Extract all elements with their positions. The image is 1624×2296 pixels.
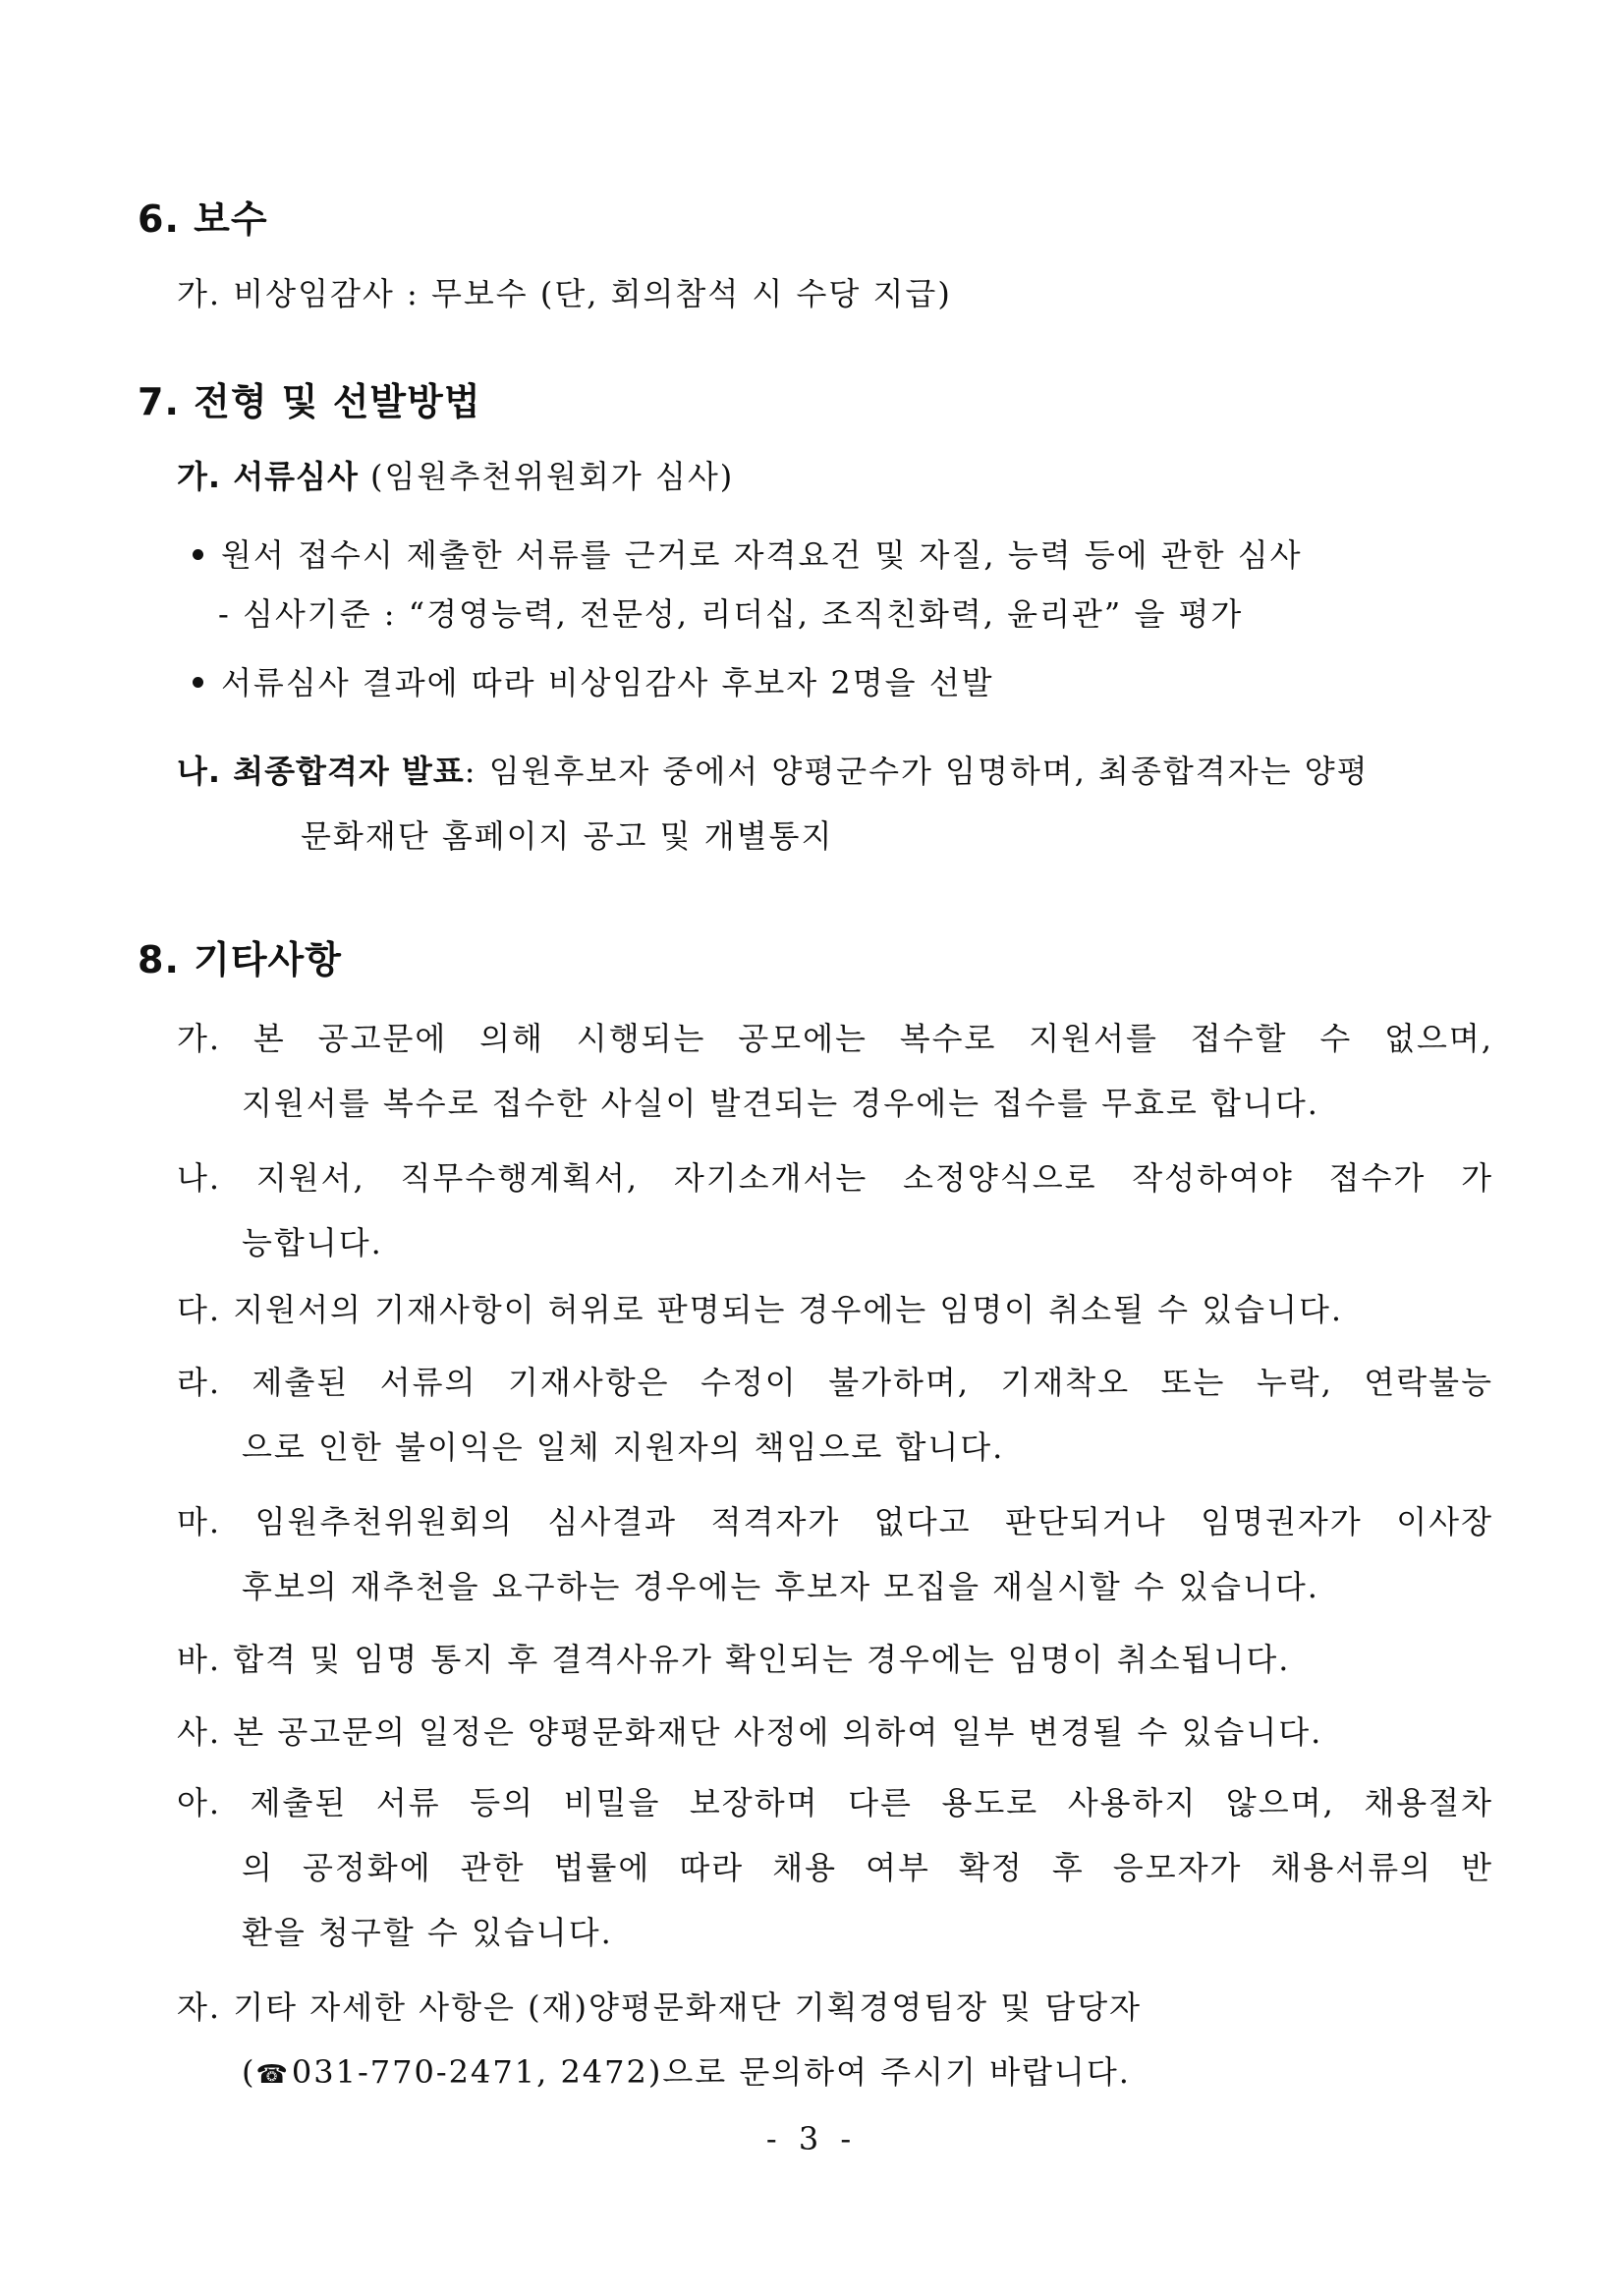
section-8-da-line-1: 다. 지원서의 기재사항이 허위로 판명되는 경우에는 임명이 취소될 수 있습니다.: [177, 1291, 1344, 1328]
section-8-ba-line-1: 바. 합격 및 임명 통지 후 결격사유가 확인되는 경우에는 임명이 취소됩니다.: [177, 1641, 1291, 1678]
section-7-b-line-2: 문화재단 홈페이지 공고 및 개별통지: [301, 817, 834, 855]
section-8-na-line-2: 능합니다.: [242, 1224, 383, 1261]
section-6-item-ga: 가. 비상임감사 : 무보수 (단, 회의참석 시 수당 지급): [177, 275, 952, 312]
section-8-ma-line-1: 마. 임원추천위원회의 심사결과 적격자가 없다고 판단되거나 임명권자가 이사장: [177, 1503, 1493, 1540]
bullet-icon: [193, 677, 203, 688]
section-8-a-line-1: 아. 제출된 서류 등의 비밀을 보장하며 다른 용도로 사용하지 않으며, 채용절차: [177, 1784, 1493, 1821]
bullet-2-text: 서류심사 결과에 따라 비상임감사 후보자 2명을 선발: [221, 664, 994, 701]
paren-open: (: [242, 2053, 256, 2091]
section-8-ma-line-2: 후보의 재추천을 요구하는 경우에는 후보자 모집을 재실시할 수 있습니다.: [242, 1568, 1319, 1605]
section-8-ra-line-1: 라. 제출된 서류의 기재사항은 수정이 불가하며, 기재착오 또는 누락, 연락불능: [177, 1364, 1493, 1401]
bullet-1-text: 원서 접수시 제출한 서류를 근거로 자격요건 및 자질, 능력 등에 관한 심사: [221, 536, 1303, 574]
section-7-b-label: 나. 최종합격자 발표: [177, 753, 465, 790]
section-8-ga-line-1: 가. 본 공고문에 의해 시행되는 공모에는 복수로 지원서를 접수할 수 없으며,: [177, 1020, 1493, 1057]
section-8-ja-line-1: 자. 기타 자세한 사항은 (재)양평문화재단 기획경영팀장 및 담당자: [177, 1988, 1143, 2026]
section-7-a-criteria: - 심사기준 : “경영능력, 전문성, 리더십, 조직친화력, 윤리관” 을 평가: [218, 595, 1244, 633]
section-8-a-line-3: 환을 청구할 수 있습니다.: [242, 1914, 613, 1951]
section-7-a-bullet-1: [193, 531, 1303, 576]
section-8-title: 8. 기타사항: [138, 938, 342, 981]
section-8-na-line-1: 나. 지원서, 직무수행계획서, 자기소개서는 소정양식으로 작성하여야 접수가 가: [177, 1159, 1493, 1197]
section-7-a-bullet-2: [193, 658, 994, 703]
section-8-ja-line-2: [242, 2047, 1131, 2093]
section-7-a-label: 가. 서류심사: [177, 458, 359, 495]
section-8-ra-line-2: 으로 인한 불이익은 일체 지원자의 책임으로 합니다.: [242, 1428, 1005, 1466]
bullet-icon: [193, 549, 203, 560]
section-6-title: 6. 보수: [138, 197, 268, 241]
page-number: - 3 -: [765, 2120, 858, 2157]
section-7-b-line-1: [177, 747, 1370, 792]
section-8-a-line-2: 의 공정화에 관한 법률에 따라 채용 여부 확정 후 응모자가 채용서류의 반: [242, 1849, 1493, 1886]
section-7-a-heading: [177, 452, 734, 497]
phone-icon: ☎: [255, 2060, 290, 2090]
section-7-a-note: (임원추천위원회가 심사): [370, 458, 735, 495]
contact-text: 031-770-2471, 2472)으로 문의하여 주시기 바랍니다.: [291, 2053, 1131, 2091]
section-8-ga-line-2: 지원서를 복수로 접수한 사실이 발견되는 경우에는 접수를 무효로 합니다.: [242, 1085, 1319, 1122]
section-7-title: 7. 전형 및 선발방법: [138, 380, 481, 423]
section-7-b-text: : 임원후보자 중에서 양평군수가 임명하며, 최종합격자는 양평: [464, 753, 1370, 790]
section-8-sa-line-1: 사. 본 공고문의 일정은 양평문화재단 사정에 의하여 일부 변경될 수 있습니다.: [177, 1713, 1323, 1751]
